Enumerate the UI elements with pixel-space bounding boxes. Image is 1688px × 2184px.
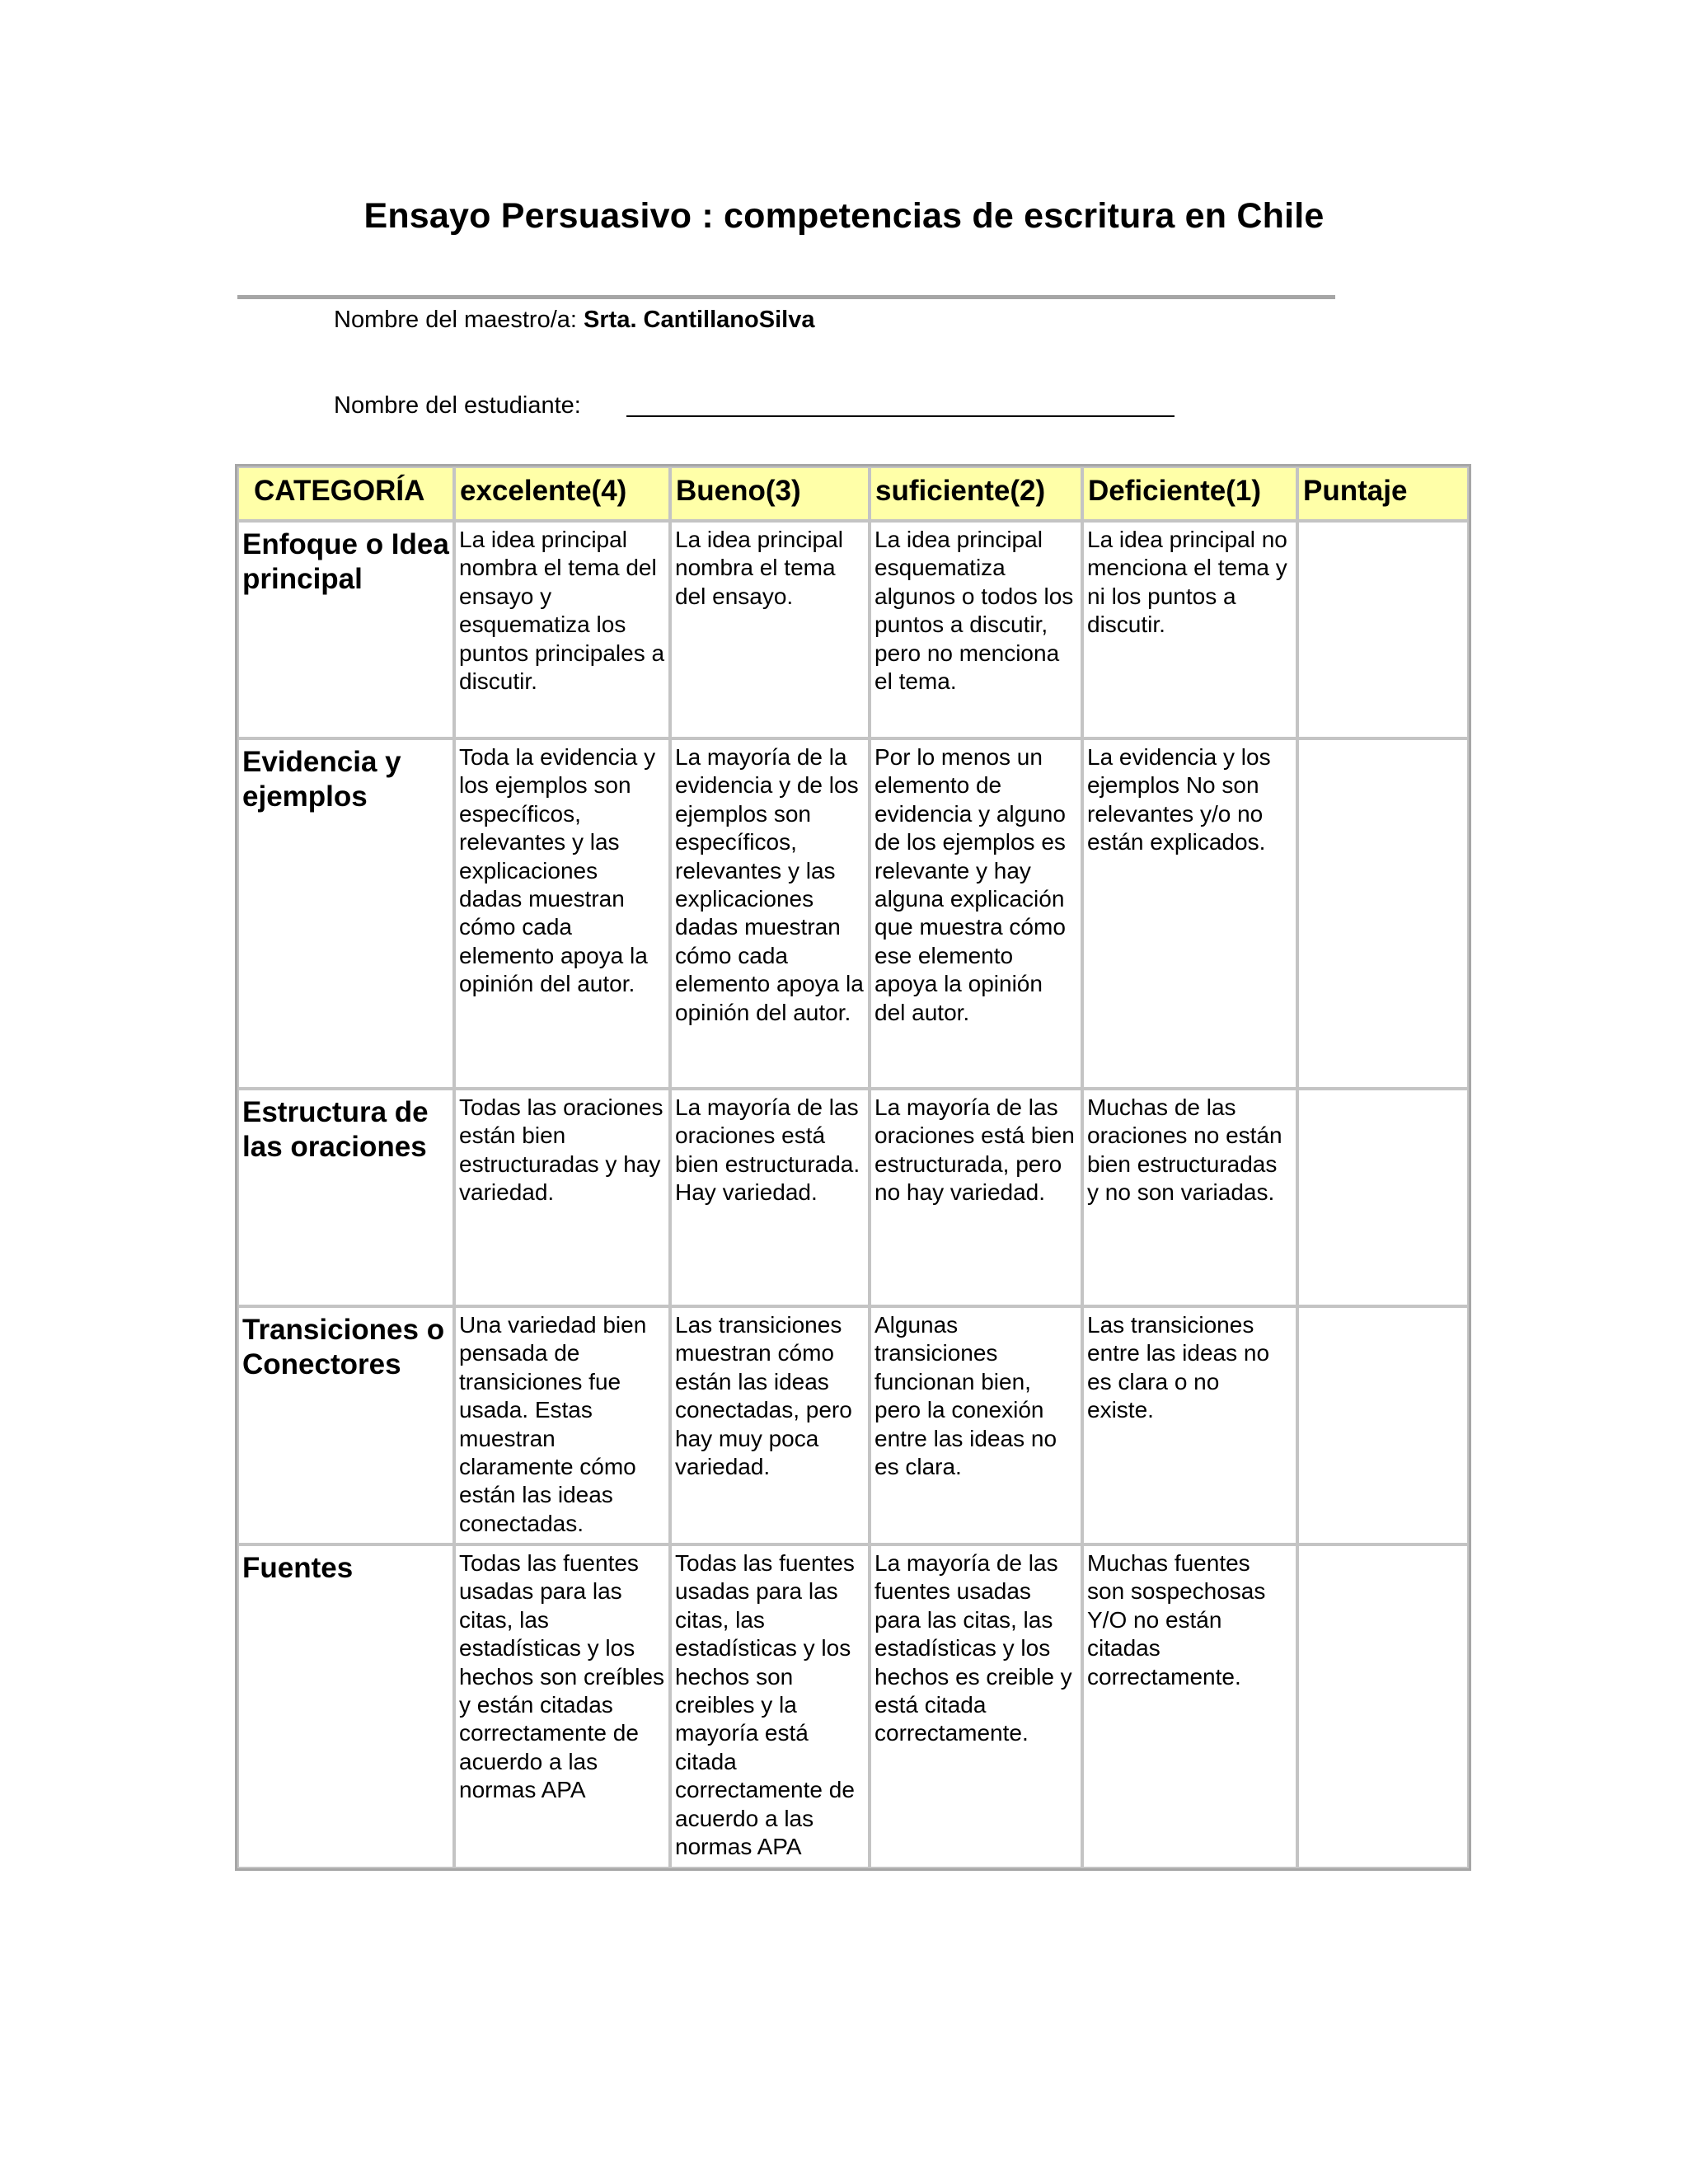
- criteria-cell-bueno: Todas las fuentes usadas para las citas, las estadísticas y los hechos son creibles y la mayoría está citada correctamente de acuerdo a las normas APA: [670, 1544, 870, 1868]
- rubric-header-row: [237, 466, 1469, 521]
- criteria-cell-bueno: Las transiciones muestran cómo están las ideas conectadas, pero hay muy poca variedad.: [670, 1306, 870, 1544]
- teacher-name: Srta. CantillanoSilva: [584, 307, 815, 333]
- rubric-row-enfoque: [237, 521, 1469, 738]
- header-suficiente: suficiente(2): [870, 466, 1082, 521]
- criteria-cell-excelente: Toda la evidencia y los ejemplos son específicos, relevantes y las explicaciones dadas muestran cómo cada elemento apoya la opinión del autor.: [454, 738, 670, 1089]
- criteria-cell-suficiente: Por lo menos un elemento de evidencia y alguno de los ejemplos es relevante y hay alguna explicación que muestra cómo ese elemento apoya la opinión del autor.: [870, 738, 1082, 1089]
- criteria-cell-excelente: Una variedad bien pensada de transiciones fue usada. Estas muestran claramente cómo están las ideas conectadas.: [454, 1306, 670, 1544]
- score-cell: [1297, 738, 1469, 1089]
- criteria-cell-suficiente: La mayoría de las fuentes usadas para las citas, las estadísticas y los hechos es creible y está citada correctamente.: [870, 1544, 1082, 1868]
- student-name-blank-line: [626, 415, 1175, 417]
- header-puntaje: Puntaje: [1297, 466, 1469, 521]
- criteria-cell-excelente: Todas las oraciones están bien estructuradas y hay variedad.: [454, 1089, 670, 1306]
- criteria-cell-suficiente: La idea principal esquematiza algunos o todos los puntos a discutir, pero no menciona el tema.: [870, 521, 1082, 738]
- criteria-cell-bueno: La mayoría de la evidencia y de los ejemplos son específicos, relevantes y las explicaciones dadas muestran cómo cada elemento apoya la opinión del autor.: [670, 738, 870, 1089]
- score-cell: [1297, 1306, 1469, 1544]
- category-cell: Estructura de las oraciones: [237, 1089, 454, 1306]
- category-cell: Evidencia y ejemplos: [237, 738, 454, 1089]
- score-cell: [1297, 1544, 1469, 1868]
- criteria-cell-bueno: La mayoría de las oraciones está bien estructurada. Hay variedad.: [670, 1089, 870, 1306]
- criteria-cell-excelente: La idea principal nombra el tema del ensayo y esquematiza los puntos principales a discutir.: [454, 521, 670, 738]
- score-cell: [1297, 521, 1469, 738]
- criteria-cell-deficiente: La evidencia y los ejemplos No son relevantes y/o no están explicados.: [1082, 738, 1297, 1089]
- score-cell: [1297, 1089, 1469, 1306]
- category-cell: Enfoque o Idea principal: [237, 521, 454, 738]
- criteria-cell-excelente: Todas las fuentes usadas para las citas, las estadísticas y los hechos son creíbles y están citadas correctamente de acuerdo a las normas APA: [454, 1544, 670, 1868]
- criteria-cell-suficiente: Algunas transiciones funcionan bien, pero la conexión entre las ideas no es clara.: [870, 1306, 1082, 1544]
- criteria-cell-deficiente: Muchas de las oraciones no están bien estructuradas y no son variadas.: [1082, 1089, 1297, 1306]
- teacher-label: Nombre del maestro/a:: [334, 307, 577, 333]
- teacher-name-row: [334, 307, 814, 334]
- header-category: CATEGORÍA: [237, 466, 454, 521]
- header-excelente: excelente(4): [454, 466, 670, 521]
- criteria-cell-deficiente: La idea principal no menciona el tema y ni los puntos a discutir.: [1082, 521, 1297, 738]
- rubric-row-fuentes: [237, 1544, 1469, 1868]
- criteria-cell-bueno: La idea principal nombra el tema del ensayo.: [670, 521, 870, 738]
- criteria-cell-deficiente: Muchas fuentes son sospechosas Y/O no están citadas correctamente.: [1082, 1544, 1297, 1868]
- rubric-row-transiciones: [237, 1306, 1469, 1544]
- category-cell: Fuentes: [237, 1544, 454, 1868]
- document-title: Ensayo Persuasivo : competencias de escritura en Chile: [363, 196, 1325, 236]
- student-name-row: [334, 392, 581, 419]
- rubric-row-estructura: [237, 1089, 1469, 1306]
- category-cell: Transiciones o Conectores: [237, 1306, 454, 1544]
- header-deficiente: Deficiente(1): [1082, 466, 1297, 521]
- rubric-table: [235, 464, 1471, 1871]
- rubric-row-evidencia: [237, 738, 1469, 1089]
- title-divider: [237, 295, 1335, 299]
- header-bueno: Bueno(3): [670, 466, 870, 521]
- student-label: Nombre del estudiante:: [334, 392, 581, 419]
- criteria-cell-deficiente: Las transiciones entre las ideas no es clara o no existe.: [1082, 1306, 1297, 1544]
- criteria-cell-suficiente: La mayoría de las oraciones está bien estructurada, pero no hay variedad.: [870, 1089, 1082, 1306]
